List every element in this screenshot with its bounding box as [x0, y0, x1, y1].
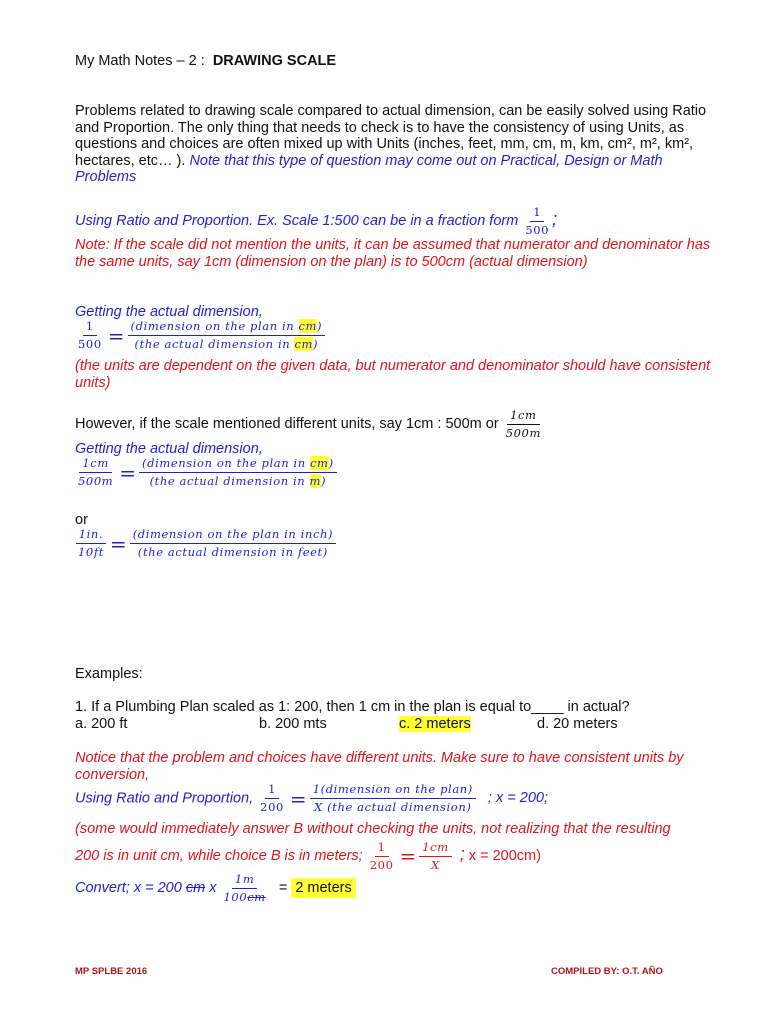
- convert-fraction-numerator: 1m: [232, 873, 257, 889]
- actual2-equation: [75, 457, 337, 488]
- unit-semicolon: ;: [459, 844, 465, 864]
- actual1-rhs-num-unit: cm: [298, 319, 318, 333]
- convert-den-strike-unit: cm: [247, 889, 266, 904]
- footer-right: COMPILED BY: O.T. AÑO: [551, 966, 663, 977]
- however-fraction-denominator: 500m: [505, 425, 541, 440]
- page-header: [75, 53, 336, 69]
- actual2-rhs-num-close: ): [328, 456, 334, 470]
- examples-title: Examples:: [75, 666, 143, 682]
- actual1-note: (the units are dependent on the given data, but numerator and denominator should have consistent units): [75, 358, 711, 391]
- example-notice: Notice that the problem and choices have different units. Make sure to have consistent units by conversion,: [75, 750, 684, 783]
- ratio-semicolon: ;: [552, 209, 558, 229]
- ratio-fraction: [522, 206, 552, 237]
- unit-lhs-denominator: 200: [369, 857, 394, 872]
- unit-equals: =: [399, 844, 417, 869]
- using-equals: =: [289, 786, 307, 811]
- actual1-lhs: [75, 320, 105, 351]
- intro-text: Problems related to drawing scale compared to actual dimension, can be easily solved using Ratio and Proportion. The only thing that needs to check is to have the consistency of using Units, as questions and choices are often mixed up with Units (inches, feet, mm, cm, m, km, cm², m², km², hectares, etc… ).: [75, 103, 707, 169]
- header-prefix: My Math Notes – 2 :: [75, 53, 205, 69]
- convert-answer: 2 meters: [291, 878, 355, 898]
- using-result: ; x = 200;: [487, 790, 548, 807]
- actual2-rhs-den-text: (the actual dimension in: [149, 474, 310, 488]
- actual2-lhs-denominator: 500m: [78, 474, 114, 488]
- actual2-rhs-den-close: ): [321, 474, 327, 488]
- convert-times: x: [209, 880, 217, 896]
- actual1-rhs-num-close: ): [317, 319, 323, 333]
- actual2-rhs-den-unit: m: [309, 474, 322, 488]
- actual1-lhs-numerator: 1: [83, 320, 97, 336]
- choice-b: b. 200 mts: [259, 716, 327, 732]
- actual2-lhs-numerator: 1cm: [79, 457, 111, 473]
- convert-fraction-denominator: [220, 889, 268, 904]
- using-rhs-numerator: 1(dimension on the plan): [310, 783, 476, 799]
- actual1-rhs: [128, 320, 326, 351]
- actual1-rhs-numerator: [128, 320, 326, 336]
- actual2-heading: Getting the actual dimension,: [75, 441, 263, 457]
- convert-text: Convert; x = 200: [75, 880, 182, 896]
- actual2-rhs-num-text: (dimension on the plan in: [142, 456, 311, 470]
- actual1-equals: =: [107, 323, 125, 348]
- actual2-rhs-denominator: [147, 473, 330, 488]
- however-fraction-numerator: 1cm: [507, 409, 539, 425]
- convert-strike-unit: cm: [185, 880, 206, 896]
- unit-rhs: [419, 841, 451, 872]
- using-ratio-text: Using Ratio and Proportion,: [75, 790, 254, 807]
- intro-paragraph: [75, 103, 715, 186]
- actual2-rhs: [139, 457, 337, 488]
- unit-text: 200 is in unit cm, while choice B is in meters;: [75, 848, 363, 864]
- convert-fraction: [220, 873, 268, 904]
- or-equation: [75, 528, 336, 559]
- using-rhs: [310, 783, 476, 814]
- using-rhs-denominator: X (the actual dimension): [314, 800, 472, 814]
- actual2-rhs-num-unit: cm: [310, 456, 329, 470]
- or-lhs: [75, 528, 107, 559]
- or-label: or: [75, 512, 88, 528]
- however-fraction: [503, 409, 544, 440]
- convert-line: [75, 868, 356, 908]
- ratio-note: Note: If the scale did not mention the units, it can be assumed that numerator and denominator has the same units, say 1cm (dimension on the plan) is to 500cm (actual dimension): [75, 237, 711, 270]
- ratio-line: [75, 201, 557, 239]
- actual1-rhs-den-text: (the actual dimension in: [134, 337, 295, 351]
- actual2-rhs-numerator: [139, 457, 337, 473]
- actual1-rhs-num-text: (dimension on the plan in: [130, 319, 299, 333]
- or-equals: =: [109, 531, 127, 556]
- choice-d: d. 20 meters: [537, 716, 618, 732]
- actual2-equals: =: [119, 460, 137, 485]
- page-title: DRAWING SCALE: [212, 53, 337, 69]
- convert-den-number: 100: [223, 889, 248, 904]
- ratio-fraction-numerator: 1: [530, 206, 544, 222]
- actual1-lhs-denominator: 500: [78, 337, 102, 351]
- using-lhs: [257, 783, 287, 814]
- footer-left: MP SPLBE 2016: [75, 966, 148, 977]
- unit-rhs-numerator: 1cm: [419, 841, 451, 857]
- ratio-fraction-denominator: 500: [525, 222, 550, 237]
- or-lhs-numerator: 1in.: [76, 528, 106, 544]
- actual1-equation: [75, 320, 325, 351]
- actual1-rhs-den-close: ): [313, 337, 319, 351]
- using-lhs-denominator: 200: [260, 800, 284, 814]
- actual1-heading: Getting the actual dimension,: [75, 304, 263, 320]
- unit-lhs: [367, 841, 397, 872]
- choice-a: a. 200 ft: [75, 716, 128, 732]
- actual1-rhs-denominator: [132, 336, 322, 351]
- unit-rhs-denominator: X: [431, 857, 440, 872]
- or-lhs-denominator: 10ft: [78, 545, 104, 559]
- using-lhs-numerator: 1: [265, 783, 279, 799]
- some-would-text: (some would immediately answer B without checking the units, not realizing that the resulting: [75, 821, 671, 837]
- ratio-text: Using Ratio and Proportion. Ex. Scale 1:500 can be in a fraction form: [75, 213, 519, 229]
- using-ratio-line: [75, 783, 548, 814]
- choice-c: c. 2 meters: [399, 716, 471, 732]
- however-line: [75, 406, 544, 442]
- unit-result: x = 200cm): [468, 848, 541, 864]
- example-question: 1. If a Plumbing Plan scaled as 1: 200, then 1 cm in the plan is equal to____ in actual?: [75, 699, 630, 715]
- or-rhs-numerator: (dimension on the plan in inch): [130, 528, 336, 544]
- convert-equals: =: [278, 880, 288, 896]
- actual2-lhs: [75, 457, 116, 488]
- intro-note: Note that this type of question may come out on Practical, Design or Math Problems: [75, 152, 663, 185]
- or-rhs: [130, 528, 336, 559]
- unit-lhs-numerator: 1: [375, 841, 389, 857]
- however-text: However, if the scale mentioned different units, say 1cm : 500m or: [75, 416, 499, 432]
- or-rhs-denominator: (the actual dimension in feet): [137, 545, 328, 559]
- actual1-rhs-den-unit: cm: [294, 337, 314, 351]
